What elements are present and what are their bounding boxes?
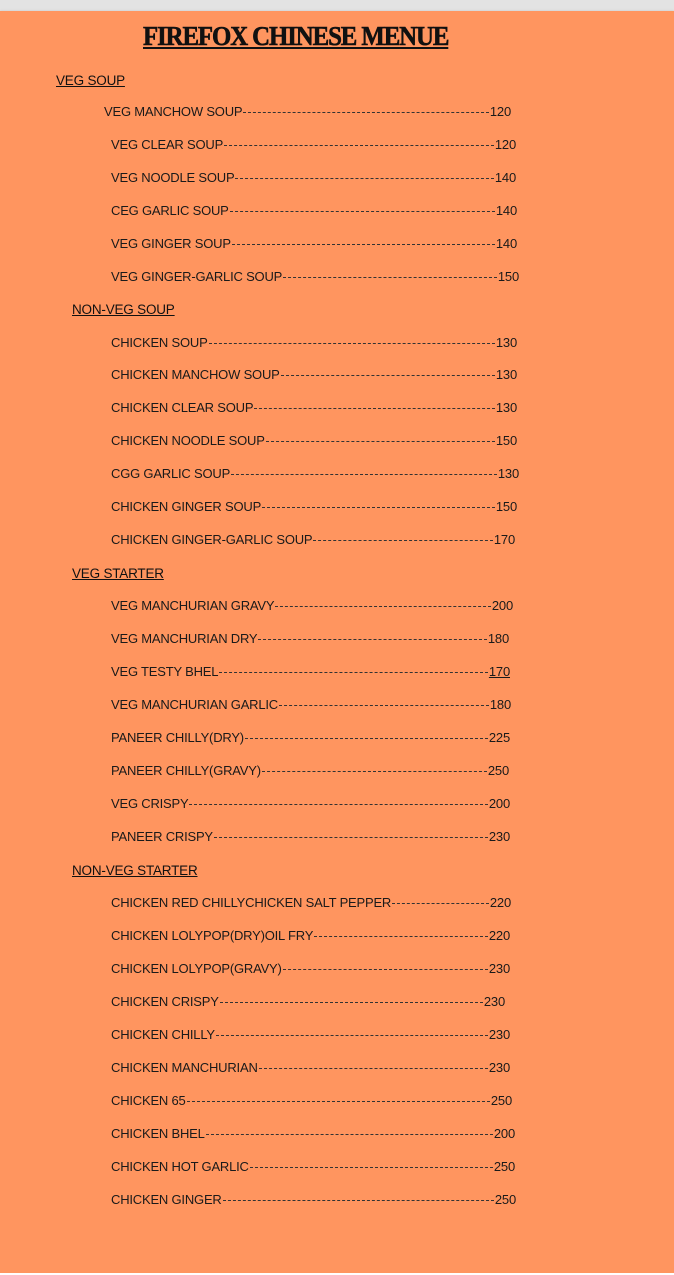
item-price: 225 [488, 730, 510, 745]
leader-dashes [235, 178, 493, 179]
item-price: 150 [497, 269, 519, 284]
item-price: 230 [483, 994, 505, 1009]
item-price: 170 [488, 664, 510, 679]
menu-item [111, 466, 519, 482]
leader-dashes [266, 441, 495, 442]
item-name: CHICKEN GINGER-GARLIC SOUP [111, 532, 313, 547]
menu-item [111, 1126, 515, 1142]
menu-page [0, 11, 674, 1273]
leader-dashes [279, 705, 489, 706]
leader-dashes [259, 1068, 488, 1069]
menu-item [111, 400, 517, 416]
menu-item [111, 532, 515, 548]
item-price: 200 [491, 598, 513, 613]
leader-dashes [313, 540, 493, 541]
item-price: 140 [495, 236, 517, 251]
menu-item [111, 1093, 512, 1109]
menu-item [111, 1060, 510, 1076]
menu-item [111, 367, 517, 383]
menu-item [111, 895, 511, 911]
leader-dashes [314, 936, 488, 937]
item-name: CEG GARLIC SOUP [111, 203, 229, 218]
item-name: VEG GINGER SOUP [111, 236, 231, 251]
item-name: CHICKEN LOLYPOP(GRAVY) [111, 961, 282, 976]
item-price: 200 [488, 796, 510, 811]
leader-dashes [189, 804, 487, 805]
item-price: 220 [489, 895, 511, 910]
item-name: VEG MANCHURIAN DRY [111, 631, 258, 646]
item-price: 140 [494, 170, 516, 185]
item-name: CHICKEN MANCHOW SOUP [111, 367, 280, 382]
viewer-top-bar [0, 0, 674, 11]
menu-item [111, 499, 517, 515]
menu-item [111, 664, 510, 680]
leader-dashes [275, 606, 491, 607]
section-heading-nonveg-starter: NON-VEG STARTER [72, 863, 198, 878]
menu-item [111, 697, 511, 713]
menu-item [111, 631, 509, 647]
item-name: CHICKEN GINGER [111, 1192, 222, 1207]
menu-item [111, 203, 517, 219]
leader-dashes [209, 343, 495, 344]
leader-dashes [262, 771, 487, 772]
item-name: VEG MANCHOW SOUP [104, 104, 243, 119]
menu-item [104, 104, 511, 120]
leader-dashes [258, 639, 487, 640]
item-name: VEG CRISPY [111, 796, 189, 811]
item-price: 140 [495, 203, 517, 218]
leader-dashes [254, 408, 495, 409]
item-price: 220 [488, 928, 510, 943]
item-name: CHICKEN 65 [111, 1093, 186, 1108]
item-name: CHICKEN GINGER SOUP [111, 499, 262, 514]
item-name: VEG GINGER-GARLIC SOUP [111, 269, 283, 284]
item-price: 230 [488, 829, 510, 844]
menu-item [111, 763, 509, 779]
item-name: CHICKEN SOUP [111, 335, 208, 350]
item-price: 200 [493, 1126, 515, 1141]
item-name: VEG TESTY BHEL [111, 664, 219, 679]
leader-dashes [262, 507, 495, 508]
section-heading-nonveg-soup: NON-VEG SOUP [72, 302, 175, 317]
leader-dashes [224, 145, 494, 146]
menu-item [111, 730, 510, 746]
item-price: 180 [487, 631, 509, 646]
item-price: 130 [495, 400, 517, 415]
menu-item [111, 829, 510, 845]
item-price: 130 [495, 335, 517, 350]
leader-dashes [243, 112, 489, 113]
item-name: PANEER CRISPY [111, 829, 213, 844]
item-price: 120 [489, 104, 511, 119]
menu-item [111, 796, 510, 812]
menu-item [111, 236, 517, 252]
item-price: 230 [488, 1060, 510, 1075]
leader-dashes [232, 244, 495, 245]
item-name: VEG NOODLE SOUP [111, 170, 235, 185]
item-price: 150 [495, 499, 517, 514]
item-name: PANEER CHILLY(DRY) [111, 730, 244, 745]
leader-dashes [187, 1101, 490, 1102]
menu-item [111, 335, 517, 351]
item-price: 170 [493, 532, 515, 547]
leader-dashes [214, 837, 488, 838]
menu-item [111, 1027, 510, 1043]
menu-item [111, 1159, 515, 1175]
item-name: CHICKEN CHILLY [111, 1027, 215, 1042]
leader-dashes [223, 1200, 494, 1201]
item-name: VEG CLEAR SOUP [111, 137, 224, 152]
menu-item [111, 1192, 516, 1208]
item-name: VEG MANCHURIAN GRAVY [111, 598, 275, 613]
section-heading-veg-starter: VEG STARTER [72, 566, 164, 581]
menu-item [111, 137, 516, 153]
leader-dashes [231, 474, 497, 475]
leader-dashes [219, 672, 488, 673]
item-name: CHICKEN RED CHILLYCHICKEN SALT PEPPER [111, 895, 392, 910]
menu-item [111, 928, 510, 944]
menu-item [111, 961, 510, 977]
menu-item [111, 433, 517, 449]
item-price: 230 [488, 1027, 510, 1042]
item-price: 250 [494, 1192, 516, 1207]
item-price: 150 [495, 433, 517, 448]
item-price: 230 [488, 961, 510, 976]
leader-dashes [220, 1002, 483, 1003]
item-name: CHICKEN NOODLE SOUP [111, 433, 265, 448]
leader-dashes [206, 1134, 493, 1135]
item-price: 250 [490, 1093, 512, 1108]
item-name: PANEER CHILLY(GRAVY) [111, 763, 261, 778]
item-price: 130 [495, 367, 517, 382]
item-name: CHICKEN CLEAR SOUP [111, 400, 254, 415]
section-heading-veg-soup: VEG SOUP [56, 73, 125, 88]
leader-dashes [250, 1167, 493, 1168]
menu-item [111, 269, 519, 285]
item-name: VEG MANCHURIAN GARLIC [111, 697, 278, 712]
item-price: 120 [494, 137, 516, 152]
item-name: CHICKEN MANCHURIAN [111, 1060, 258, 1075]
item-name: CHICKEN BHEL [111, 1126, 205, 1141]
menu-item [111, 170, 516, 186]
leader-dashes [283, 277, 497, 278]
item-price: 250 [493, 1159, 515, 1174]
item-name: CGG GARLIC SOUP [111, 466, 231, 481]
leader-dashes [281, 375, 495, 376]
item-price: 130 [497, 466, 519, 481]
item-price: 250 [487, 763, 509, 778]
leader-dashes [283, 969, 488, 970]
leader-dashes [216, 1035, 488, 1036]
item-price: 180 [489, 697, 511, 712]
menu-title: FIREFOX CHINESE MENUE [143, 21, 449, 51]
leader-dashes [392, 903, 489, 904]
menu-item [111, 994, 505, 1010]
leader-dashes [245, 738, 488, 739]
leader-dashes [230, 211, 495, 212]
item-name: CHICKEN LOLYPOP(DRY)OIL FRY [111, 928, 314, 943]
menu-item [111, 598, 513, 614]
item-name: CHICKEN HOT GARLIC [111, 1159, 249, 1174]
item-name: CHICKEN CRISPY [111, 994, 219, 1009]
